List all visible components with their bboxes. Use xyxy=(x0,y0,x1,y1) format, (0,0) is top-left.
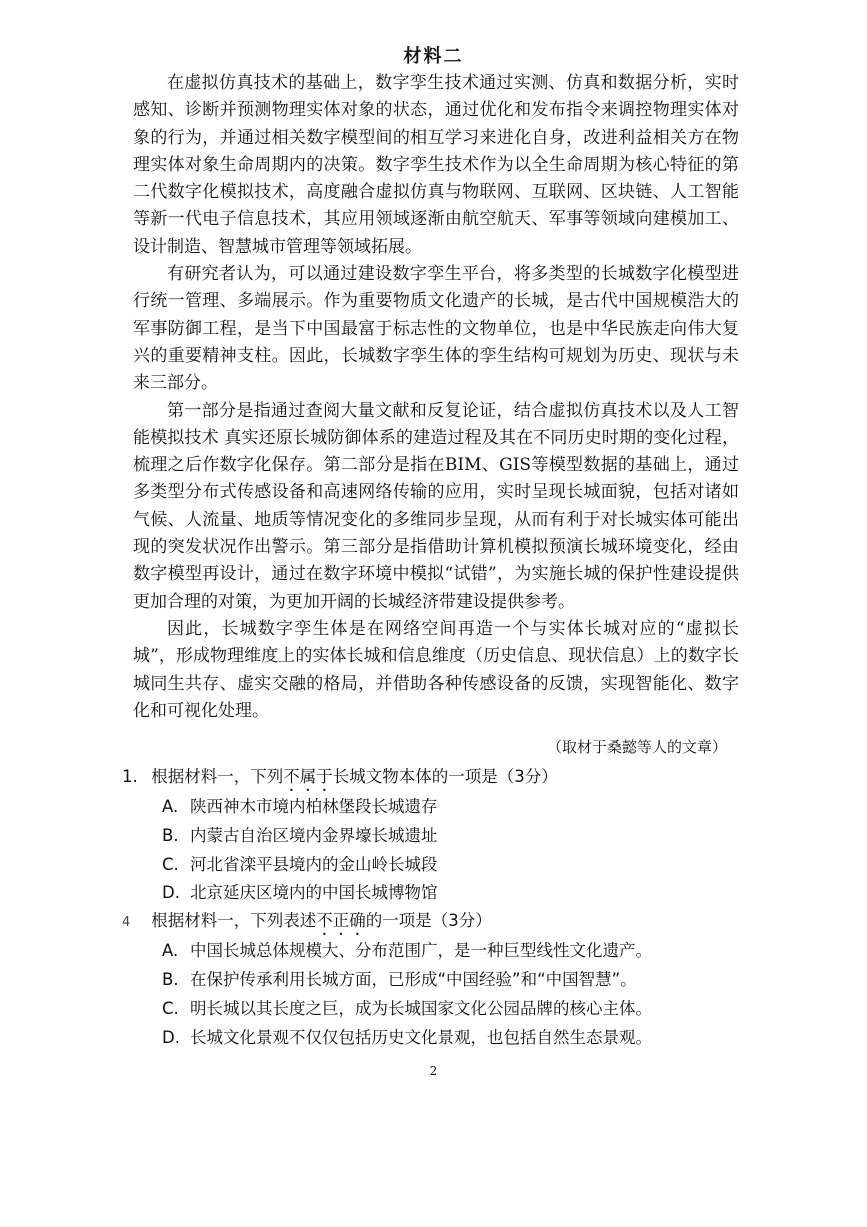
option-text: 内蒙古自治区境内金界壕长城遗址 xyxy=(190,826,438,845)
question-2-option-d xyxy=(162,1027,652,1049)
question-2-option-b xyxy=(162,969,637,991)
stem-text: 的一项是（3分） xyxy=(365,911,492,930)
paragraph-1: 在虚拟仿真技术的基础上，数字孪生技术通过实测、仿真和数据分析，实时感知、诊断并预测物理实体对象的状态，通过优化和发布指令来调控物理实体对象的行为，并通过相关数字模型间的相互学习来进化自身，改进利益相关方在物理实体对象生命周期内的决策。数字孪生技术作为以全生命周期为核心特征的第二代数字化模拟技术，高度融合虚拟仿真与物联网、互联网、区块链、人工智能等新一代电子信息技术，其应用领域逐渐由航空航天、军事等领域向建模加工、设计制造、智慧城市管理等领域拓展。 xyxy=(133,73,739,257)
source-citation: （取材于桑懿等人的文章） xyxy=(546,738,727,756)
question-number: 4 xyxy=(122,915,131,930)
option-label: C. xyxy=(162,999,179,1018)
option-label: C. xyxy=(162,855,179,874)
paragraph-2: 有研究者认为，可以通过建设数字孪生平台，将多类型的长城数字化模型进行统一管理、多端展示。作为重要物质文化遗产的长城，是古代中国规模浩大的军事防御工程，是当下中国最富于标志性的文物单位，也是中华民族走向伟大复兴的重要精神支柱。因此，长城数字孪生体的孪生结构可规划为历史、现状与未来三部分。 xyxy=(133,264,739,394)
paragraph-4: 因此，长城数字孪生体是在网络空间再造一个与实体长城对应的“虚拟长城”，形成物理维度上的实体长城和信息维度（历史信息、现状信息）上的数字长城同生共存、虚实交融的格局，并借助各种传感设备的反馈，实现智能化、数字化和可视化处理。 xyxy=(133,618,739,721)
page-number: 2 xyxy=(429,1064,438,1078)
emphasis-text: 不属于 xyxy=(283,767,333,786)
option-text: 陕西神木市境内柏林堡段长城遗存 xyxy=(190,797,438,816)
option-text: 河北省滦平县境内的金山岭长城段 xyxy=(190,855,438,874)
option-text: 明长城以其长度之巨，成为长城国家文化公园品牌的核心主体。 xyxy=(190,999,652,1018)
question-2-stem xyxy=(122,910,492,939)
option-label: D. xyxy=(162,883,180,902)
option-label: B. xyxy=(162,970,179,989)
question-1-stem xyxy=(122,766,558,795)
stem-text: 根据材料一，下列 xyxy=(151,767,284,786)
option-label: B. xyxy=(162,826,179,845)
material-title: 材料二 xyxy=(403,46,464,67)
question-1-option-a xyxy=(162,796,438,818)
emphasis-text: 不正确 xyxy=(316,911,366,930)
question-1-option-c xyxy=(162,854,438,876)
paragraph-3: 第一部分是指通过查阅大量文献和反复论证，结合虚拟仿真技术以及人工智能模拟技术 真实还原长城防御体系的建造过程及其在不同历史时期的变化过程，梳理之后作数字化保存。第二部分是指在BIM、GIS等模型数据的基础上，通过多类型分布式传感设备和高速网络传输的应用，实时呈现长城面貌，包括对诸如气候、人流量、地质等情况变化的多维同步呈现，从而有利于对长城实体可能出现的突发状况作出警示。第三部分是指借助计算机模拟预演长城环境变化，经由数字模型再设计，通过在数字环境中模拟“试错”，为实施长城的保护性建设提供更加合理的对策，为更加开阔的长城经济带建设提供参考。 xyxy=(133,400,739,612)
stem-text: 长城文物本体的一项是（3分） xyxy=(332,767,558,786)
option-text: 长城文化景观不仅仅包括历史文化景观，也包括自然生态景观。 xyxy=(190,1028,652,1047)
option-text: 中国长城总体规模大、分布范围广，是一种巨型线性文化遗产。 xyxy=(190,941,652,960)
option-label: D. xyxy=(162,1028,180,1047)
option-text: 北京延庆区境内的中国长城博物馆 xyxy=(190,883,438,902)
question-2-option-a xyxy=(162,940,652,962)
material-passage xyxy=(133,70,739,725)
question-1-option-d xyxy=(162,882,438,904)
option-label: A. xyxy=(162,797,179,816)
question-1-option-b xyxy=(162,825,438,847)
option-label: A. xyxy=(162,941,179,960)
option-text: 在保护传承利用长城方面，已形成“中国经验”和“中国智慧”。 xyxy=(190,970,637,989)
stem-text: 根据材料一，下列表述 xyxy=(151,911,317,930)
question-2-option-c xyxy=(162,998,652,1020)
question-number: 1. xyxy=(122,767,138,786)
